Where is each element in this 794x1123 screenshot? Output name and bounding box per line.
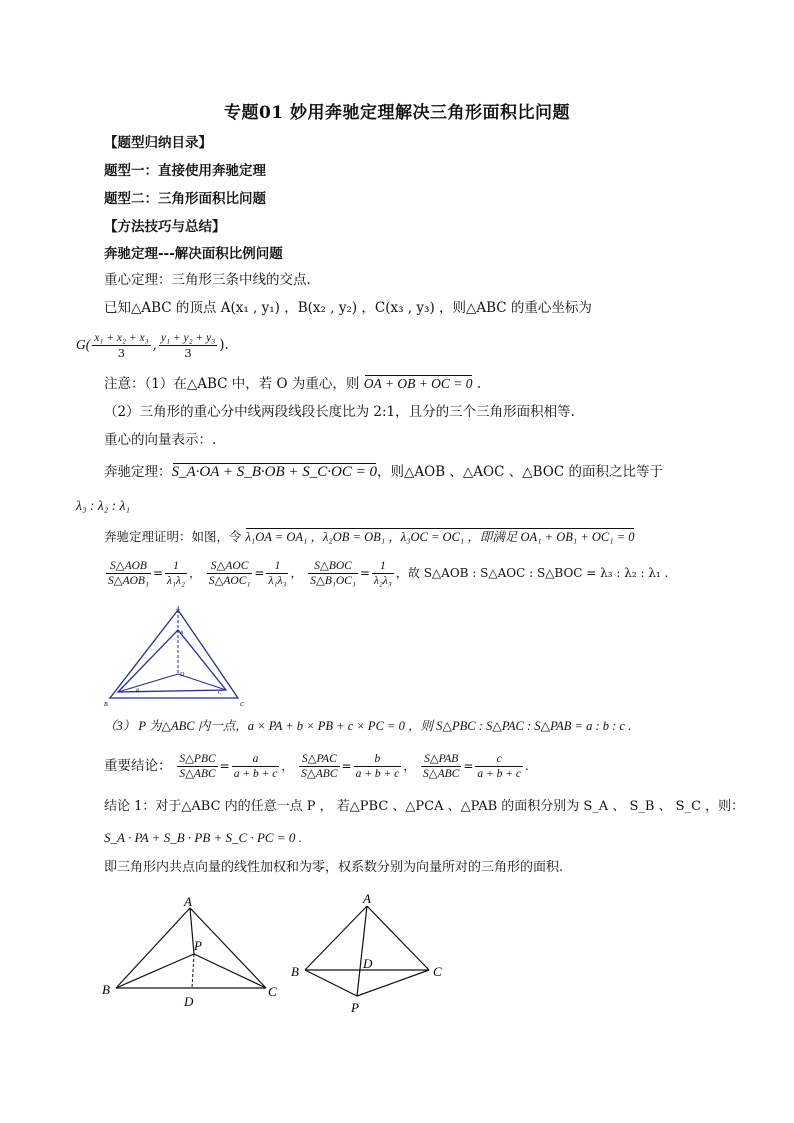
imp-frac-2-den: S△ABC [301,768,338,780]
fig2-label-c: C [268,984,277,999]
segment-cp [194,954,266,988]
edge-ac [367,906,429,970]
coord-frac-x-num: x₁ + x₂ + x₃ [94,332,149,344]
segment-cp [357,970,429,996]
proof-frac-1-rhs-den: λ₁λ₂ [167,575,185,587]
imp-frac-2-rhs-den: a + b + c [355,768,400,780]
proof-frac-3-rhs-num: 1 [372,559,394,574]
note-1-formula: OA + OB + OC = 0 [364,374,473,394]
imp-frac-1-rhs-den: a + b + c [233,768,278,780]
note-2: （2）三角形的重心分中线两段线段长度比为 2:1，且分的三个三角形面积相等． [104,404,585,420]
imp-frac-1-num: S△PBC [179,753,216,765]
benz-proof-figure [100,606,250,708]
proof-frac-2-num: S△AOC [207,559,253,574]
fig3-label-b: B [291,964,299,979]
page-title: 专题01 妙用奔驰定理解决三角形面积比问题 [223,103,571,123]
fig2-label-d: D [184,994,194,1009]
benz-proof-fractions: $\frac{\text{S△AOB}}{\text{S△AOB₁}}$ = $\frac{1}{\text{λ₁λ₂}}$ ， $\frac{\text{S△AOC}}{\text{S△AOC₁}}$ = $\frac{1}{\text{λ₁λ₃}}$ ， $\frac{\text{S△BOC}}{\text{S△B₁OC₁}}$ = $\frac{1}{\text{λ₂λ₃}}$ ，故 S△AOB : S△AOC : S△BOC = λ₃ : λ₂ : λ₁ . [108,560,669,587]
proof-frac-3-rhs-den: λ₂λ₃ [373,575,392,587]
imp-frac-3-num: S△PAB [421,752,461,767]
coord-frac-y [159,331,217,360]
methods-subheader: 奔驰定理---解决面积比例问题 [104,246,283,262]
imp-frac-3-rhs-den: a + b + c [477,768,522,780]
coord-frac-y-num: y₁ + y₂ + y₃ [160,332,216,344]
coord-frac-y-den: 3 [184,346,192,360]
coord-frac-x-den: 3 [117,346,126,360]
fig1-label-a: A [176,606,180,612]
note-1 [104,374,481,394]
conclusion-1-line-1: 结论 1：对于△ABC 内的任意一点 P ， 若△PBC 、△PCA 、△PAB 的面积分别为 S_A 、 S_B 、 S_C ，则： [104,799,745,814]
point-3: （3） P 为△ABC 内一点，a × PA + b × PB + c × PC = 0 ，则 S△PBC : S△PAC : S△PAB = a : b : c . [104,719,632,733]
proof-frac-1-den: S△AOB₁ [108,575,149,587]
imp-frac-1-rhs [232,752,280,781]
fig1-label-b: B [104,702,108,708]
benz-ratio: λ₃ : λ₂ : λ₁ [76,498,131,513]
note-1-suffix: . [472,376,482,392]
note-1-text: 注意：（1）在△ABC 中，若 O 为重心，则 [104,376,364,392]
benz-theorem-formula: S_A·OA + S_B·OB + S_C·OC = 0 [171,464,378,480]
conclusion-1-line-2: S_A · PA + S_B · PB + S_C · PC = 0 . [104,830,302,845]
imp-frac-3-rhs-num: c [475,752,523,767]
conclusion-1-line-3: 即三角形内共点向量的线性加权和为零，权系数分别为向量所对的三角形的面积. [104,860,564,875]
segment-ap [357,906,367,996]
fig2-label-b: B [102,982,110,997]
proof-frac-1-rhs-num: 1 [165,559,187,574]
fig1-label-c1: C [218,691,222,696]
fig3-label-d: D [363,956,373,971]
imp-frac-2-rhs-num: b [354,752,402,767]
imp-frac-1-den: S△ABC [179,768,216,780]
centroid-coordinates: G( $\frac{\text{x₁ + x₂ + x₃}}{3}$ , $\frac{\text{y₁ + y₂ + y₃}}{3}$ ). [76,332,229,360]
imp-frac-2-rhs [354,752,402,781]
important-conclusion: 重要结论： $\frac{\text{S△PBC}}{\text{S△ABC}}$ = $\frac{a}{a + b + c}$ ， $\frac{\text{S△PAC}}{\text{S△ABC}}$ = $\frac{b}{a + b + c}$ ， $\frac{\text{S△PAB}}{\text{S△ABC}}$ = $\frac{c}{a + b + c}$ . [104,753,529,780]
imp-frac-3-den: S△ABC [423,768,460,780]
fig3-label-c: C [433,964,442,979]
proof-frac-3-num: S△BOC [308,559,358,574]
fig1-label-b1: B [136,689,140,694]
toc-header: 【题型归纳目录】 [104,135,212,151]
benz-proof [104,527,635,547]
methods-header: 【方法技巧与总结】 [104,219,226,235]
proof-frac-2-den: S△AOC₁ [208,575,251,587]
centroid-vector-representation: 重心的向量表示：. [104,432,217,448]
imp-frac-2-num: S△PAC [299,752,339,767]
fig3-label-p: P [351,1000,359,1015]
centroid-given: 已知△ABC 的顶点 A(x₁ , y₁) ，B(x₂ , y₂) ，C(x₃ , y₃) ，则△ABC 的重心坐标为 [104,300,592,316]
benz-theorem-label: 奔驰定理： [104,464,172,480]
imp-frac-3 [421,752,461,781]
proof-frac-3-den: S△B₁OC₁ [310,575,356,587]
edge-ab [116,908,190,988]
imp-frac-3-rhs [475,752,523,781]
exterior-point-figure [285,888,455,1016]
proof-frac-3 [308,559,358,588]
segment-bp [305,970,357,996]
fig3-label-a: A [363,891,371,906]
benz-theorem-suffix: ，则△AOB 、△AOC 、△BOC 的面积之比等于 [377,464,663,480]
proof-frac-1 [106,559,151,588]
coord-prefix: G( [76,337,91,352]
fig2-label-p: P [194,938,202,953]
coord-frac-x [92,331,150,360]
imp-frac-2 [299,752,339,781]
fig2-label-a: A [184,894,192,909]
proof-frac-2-rhs [266,559,288,588]
fig1-label-a1: A [180,631,184,636]
proof-frac-2-rhs-den: λ₁λ₃ [268,575,287,587]
imp-frac-1-rhs-num: a [232,752,280,767]
imp-frac-1 [177,752,217,781]
toc-item-1: 题型一：直接使用奔驰定理 [104,163,266,179]
fig1-label-o: O [180,672,185,678]
important-label: 重要结论： [104,758,172,774]
proof-conclusion: ，故 S△AOB : S△AOC : S△BOC = λ₃ : λ₂ : λ₁ . [395,566,669,580]
interior-point-figure [98,890,288,1012]
centroid-definition: 重心定理：三角形三条中线的交点. [104,272,311,288]
proof-frac-1-rhs [165,559,187,588]
benz-proof-label: 奔驰定理证明：如图，令 [104,529,246,544]
coord-suffix: ). [219,337,229,353]
proof-frac-2 [207,559,253,588]
toc-item-2: 题型二：三角形面积比问题 [104,191,266,207]
segment-bp [116,954,194,988]
outer-triangle [110,610,238,698]
edge-ab [305,906,367,970]
benz-proof-formula: λ₁OA = OA₁ ，λ₂OB = OB₁ ，λ₃OC = OC₁ ，即满足 OA₁ + OB₁ + OC₁ = 0 [245,527,634,547]
benz-theorem [104,462,663,482]
proof-frac-1-num: S△AOB [106,559,151,574]
proof-frac-3-rhs [372,559,394,588]
fig1-label-c: C [240,702,245,708]
inner-triangle [118,630,226,692]
proof-frac-2-rhs-num: 1 [266,559,288,574]
segment-pd [192,954,194,988]
